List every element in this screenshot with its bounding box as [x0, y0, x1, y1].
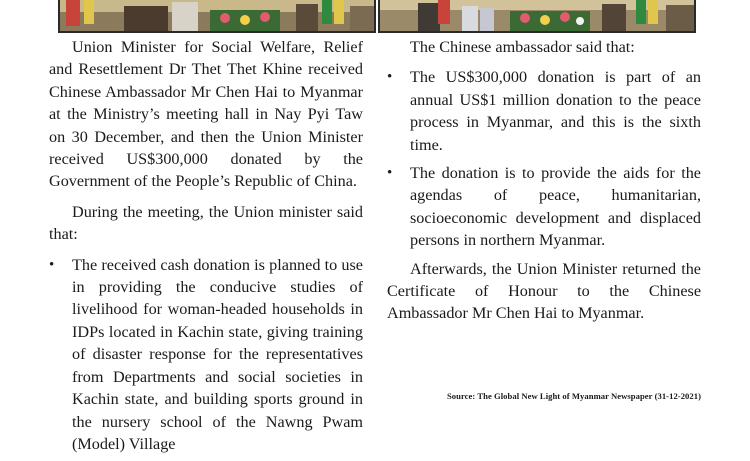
meeting-photo-right [378, 0, 696, 33]
bullet-icon: • [387, 165, 393, 182]
photo-strip [58, 0, 696, 33]
list-item-text: The received cash donation is planned to use in providing the conducive studies of livelihood for woman-headed households in IDPs located in Kachin state, giving training of disaster response for the representatives from Departments and social societies in Kachin state, and building sports ground in the nursery school of the Nawng Pwam (Model) Village [72, 255, 363, 453]
ambassador-statement-paragraph: The Chinese ambassador said that: [410, 38, 635, 56]
meeting-photo-left [58, 0, 376, 33]
list-item [387, 66, 701, 156]
minister-bullet-list [49, 254, 363, 456]
minister-statement-paragraph: During the meeting, the Union minister said that: [49, 202, 363, 244]
bullet-icon: • [49, 256, 55, 273]
list-item [49, 254, 363, 456]
closing-paragraph: Afterwards, the Union Minister returned the Certificate of Honour to the Chinese Ambassador Mr Chen Hai to Myanmar. [387, 259, 701, 323]
meeting-photo-right-image [380, 0, 694, 31]
list-item [387, 162, 701, 252]
source-credit: Source: The Global New Light of Myanmar Newspaper (31-12-2021) [446, 391, 701, 401]
right-column [387, 36, 701, 333]
intro-paragraph: Union Minister for Social Welfare, Relief and Resettlement Dr Thet Thet Khine received Chinese Ambassador Mr Chen Hai to Myanmar at the Ministry’s meeting hall in Nay Pyi Taw on 30 December, and then the Union Minister received US$300,000 donated by the Government of the People’s Republic of China. [49, 38, 363, 191]
ambassador-bullet-list [387, 66, 701, 251]
left-column [49, 36, 363, 461]
list-item-text: The US$300,000 donation is part of an annual US$1 million donation to the peace process in Myanmar, and this is the sixth time. [410, 68, 701, 154]
list-item-text: The donation is to provide the aids for the agendas of peace, humanitarian, socioeconomic development and displaced persons in northern Myanmar. [410, 164, 701, 250]
bullet-icon: • [387, 69, 393, 86]
meeting-photo-left-image [60, 0, 374, 31]
